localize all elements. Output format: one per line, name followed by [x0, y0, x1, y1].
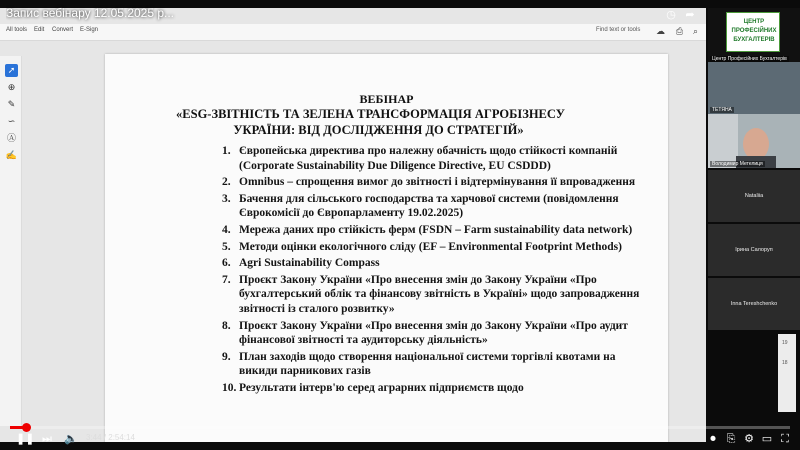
pdf-tool-sidebar [0, 56, 22, 426]
organizer-logo: ЦЕНТР ПРОФЕСІЙНИХ БУХГАЛТЕРІВ [726, 12, 780, 52]
next-icon[interactable]: ⏭ [42, 433, 52, 445]
participant-tile-volodymyr[interactable] [708, 114, 800, 168]
progress-bar-knob[interactable] [22, 423, 31, 432]
doc-title-line-3: УКРАЇНИ: ВІД ДОСЛІДЖЕННЯ ДО СТРАТЕГІЙ» [233, 123, 524, 137]
list-item: 2. Omnibus – спрощення вимог до звітності і відтермінування її впровадження [222, 176, 636, 189]
participant-label: ТЕТЯНА [712, 107, 732, 113]
participant-tile-tetiana[interactable] [708, 62, 800, 114]
autoplay-toggle-icon[interactable]: ⏺ [710, 433, 716, 445]
pause-icon[interactable]: ❚❚ [16, 433, 35, 445]
agenda-list [222, 144, 642, 398]
text-box-icon[interactable]: Ⓐ [6, 133, 16, 143]
pdf-menubar [0, 24, 706, 41]
settings-gear-icon[interactable]: ⚙ [744, 433, 754, 445]
host-label: Центр Професійних Бухгалтерів [712, 56, 787, 62]
list-item: 1. Європейська директива про належну обачність щодо стійкості компаній (Corporate Sustainability Due Diligence Directive, EU CSDDD) [222, 145, 618, 172]
volume-icon[interactable]: 🔈 [64, 433, 78, 445]
participant-tile-iryna[interactable] [708, 224, 800, 276]
fullscreen-icon[interactable]: ⛶ [781, 433, 789, 445]
pen-icon[interactable]: ✎ [7, 99, 16, 109]
clock-icon[interactable]: ◷ [666, 9, 676, 21]
search-icon[interactable]: ⌕ [692, 26, 699, 36]
find-text-tools[interactable]: Find text or tools [596, 27, 641, 33]
progress-bar[interactable] [10, 426, 790, 429]
document-page [105, 54, 668, 442]
menu-all-tools[interactable]: All tools [6, 27, 28, 33]
time-display: 3:44 / 2:54:14 [86, 433, 135, 442]
zoom-icon[interactable]: ⊕ [7, 82, 16, 92]
cast-icon[interactable]: ▭ [761, 433, 773, 445]
doc-title-webinar: ВЕБІНАР [359, 92, 414, 106]
menu-edit[interactable]: Edit [34, 27, 45, 33]
participant-label: Володимир Метелиця [712, 161, 763, 167]
page-number-current: 19 [782, 340, 788, 346]
share-icon[interactable]: ➦ [685, 9, 695, 21]
participant-name: Nataliia [744, 193, 764, 199]
list-item: 6. Agri Sustainability Compass [222, 257, 380, 270]
list-item: 5. Методи оцінки екологічного сліду (EF – Environmental Footprint Methods) [222, 240, 622, 253]
lasso-icon[interactable]: ∽ [7, 116, 16, 126]
list-item: 10. Результати інтерв'ю серед аграрних підприємств щодо [222, 381, 524, 394]
captions-icon[interactable]: ⎘ [726, 433, 736, 445]
participant-name: Inna Tereshchenko [730, 301, 778, 307]
list-item: 7. Проєкт Закону України «Про внесення змін до Закону України «Про бухгалтерський облік та фінансову звітність в Україні» щодо запровадження звітності із сталого розвитку» [222, 273, 640, 315]
pdf-viewer [0, 8, 706, 442]
menu-convert[interactable]: Convert [52, 27, 74, 33]
participant-tile-nataliia[interactable] [708, 170, 800, 222]
list-item: 8. Проєкт Закону України «Про внесення змін до Закону України «Про аудит фінансової звітності та аудиторську діяльність» [222, 319, 628, 347]
print-icon[interactable]: ⎙ [675, 26, 684, 36]
video-title[interactable]: Запис вебінару 12.05.2025 р... [6, 6, 175, 20]
list-item: 4. Мережа даних про стійкість ферм (FSDN – Farm sustainability data network) [222, 223, 633, 236]
participant-name: Ірина Салоруп [735, 247, 773, 253]
page-number-total: 18 [782, 360, 788, 366]
cloud-upload-icon[interactable]: ☁ [656, 26, 665, 36]
select-cursor-icon[interactable]: ➚ [5, 64, 18, 77]
participant-video [708, 114, 800, 168]
list-item: 3. Бачення для сільського господарства та харчової системи (повідомлення Єврокомісії до Європарламенту 19.02.2025) [222, 192, 619, 220]
participant-tile-inna[interactable] [708, 278, 800, 330]
list-item: 9. План заходів щодо створення національної системи торгівлі квотами на викиди парникових газів [222, 350, 616, 378]
stamp-icon[interactable]: ✍ [5, 150, 18, 160]
menu-esign[interactable]: E-Sign [80, 27, 99, 33]
doc-title-line-2: «ESG-ЗВІТНІСТЬ ТА ЗЕЛЕНА ТРАНСФОРМАЦІЯ АГРОБІЗНЕСУ [176, 107, 565, 121]
